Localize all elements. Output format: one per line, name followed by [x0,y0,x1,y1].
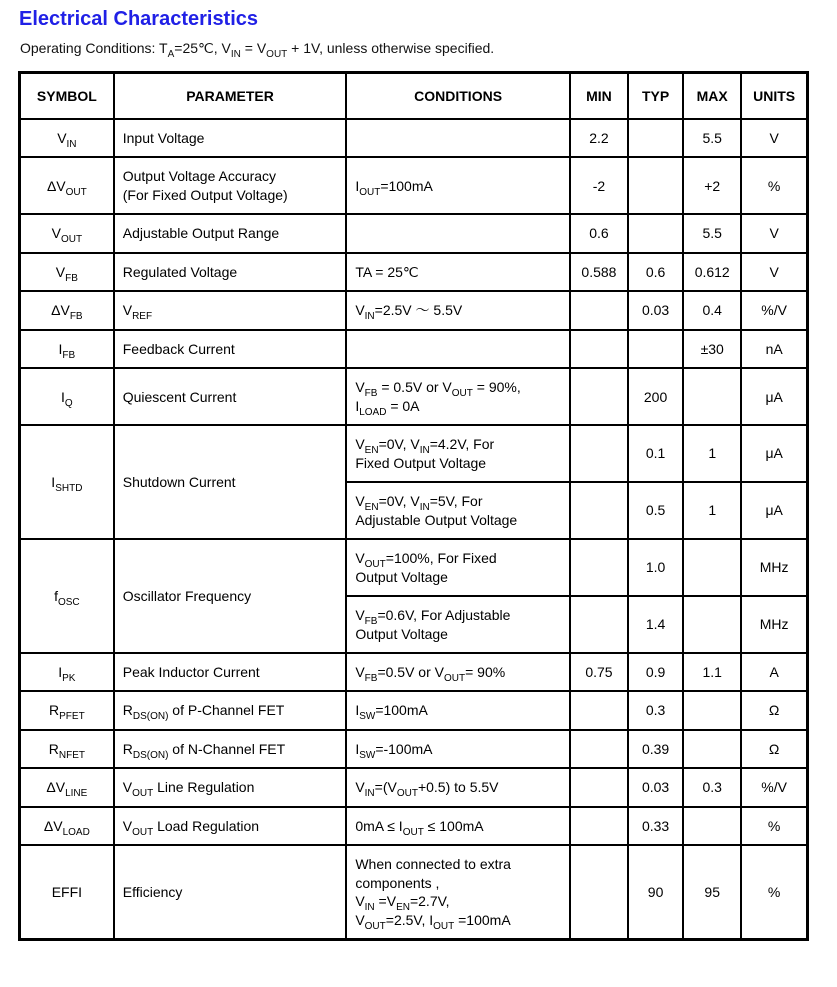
table-row [20,119,808,157]
symbol-cell: $V_{FB}$ [20,253,114,291]
parameter-cell: Efficiency [114,845,347,939]
column-header-units: UNITS [741,73,807,120]
symbol-cell: $\Delta V_{LOAD}$ [20,807,114,845]
min-cell [570,368,628,425]
typ-cell: 0.5 [628,482,683,539]
table-row [20,157,808,214]
parameter-cell: Oscillator Frequency [114,539,347,653]
conditions-cell: $V_{EN}=0V$, $V_{IN}=4.2V$, For Fixed Output Voltage [346,425,570,482]
conditions-cell: $V_{OUT}=100\%$, For Fixed Output Voltage [346,539,570,596]
min-cell [570,482,628,539]
max-cell: ±30 [683,330,741,368]
units-cell: V [741,119,807,157]
table-header-row [20,73,808,120]
typ-cell: 1.0 [628,539,683,596]
typ-cell: 0.1 [628,425,683,482]
conditions-cell: $V_{FB}=0.6V$, For Adjustable Output Voltage [346,596,570,653]
min-cell [570,291,628,329]
units-cell: MHz [741,539,807,596]
typ-cell [628,330,683,368]
symbol-cell: $R_{NFET}$ [20,730,114,768]
min-cell: 0.588 [570,253,628,291]
min-cell [570,730,628,768]
conditions-cell: TA = 25℃ [346,253,570,291]
column-header-min: MIN [570,73,628,120]
typ-cell: 0.03 [628,768,683,806]
conditions-cell: $0mA \le I_{OUT} \le 100mA$ [346,807,570,845]
max-cell: 0.612 [683,253,741,291]
table-row [20,539,808,596]
table-row [20,768,808,806]
typ-cell: 90 [628,845,683,939]
column-header-symbol: SYMBOL [20,73,114,120]
parameter-cell: $V_{OUT}$ Load Regulation [114,807,347,845]
units-cell: μA [741,482,807,539]
max-cell: 1 [683,482,741,539]
max-cell [683,807,741,845]
max-cell: 95 [683,845,741,939]
typ-cell: 0.33 [628,807,683,845]
symbol-cell: $V_{OUT}$ [20,214,114,252]
column-header-max: MAX [683,73,741,120]
table-row [20,425,808,482]
parameter-cell: Feedback Current [114,330,347,368]
max-cell [683,691,741,729]
parameter-cell: Input Voltage [114,119,347,157]
units-cell: % [741,157,807,214]
min-cell [570,425,628,482]
conditions-cell [346,214,570,252]
max-cell [683,368,741,425]
table-row [20,368,808,425]
parameter-cell: Adjustable Output Range [114,214,347,252]
conditions-cell: $I_{OUT}=100mA$ [346,157,570,214]
min-cell: 2.2 [570,119,628,157]
min-cell [570,596,628,653]
page-title: Electrical Characteristics [19,8,259,30]
table-row [20,253,808,291]
parameter-cell: Regulated Voltage [114,253,347,291]
min-cell [570,330,628,368]
min-cell [570,539,628,596]
typ-cell: 0.6 [628,253,683,291]
min-cell [570,768,628,806]
units-cell: V [741,214,807,252]
units-cell: A [741,653,807,691]
conditions-cell: $I_{SW}=-100mA$ [346,730,570,768]
max-cell: 1 [683,425,741,482]
max-cell: 5.5 [683,119,741,157]
table-row [20,845,808,939]
column-header-parameter: PARAMETER [114,73,347,120]
max-cell: +2 [683,157,741,214]
min-cell [570,845,628,939]
min-cell [570,807,628,845]
column-header-conditions: CONDITIONS [346,73,570,120]
units-cell: μA [741,425,807,482]
max-cell: 1.1 [683,653,741,691]
max-cell [683,539,741,596]
conditions-cell: $V_{IN}=(V_{OUT}+0.5)$ to 5.5V [346,768,570,806]
units-cell: Ω [741,730,807,768]
table-row [20,214,808,252]
typ-cell [628,119,683,157]
units-cell: μA [741,368,807,425]
table-row [20,291,808,329]
units-cell: %/V [741,768,807,806]
conditions-cell: $V_{IN}=2.5V$ ～ 5.5V [346,291,570,329]
typ-cell [628,214,683,252]
symbol-cell: $I_Q$ [20,368,114,425]
typ-cell: 200 [628,368,683,425]
conditions-cell [346,330,570,368]
parameter-cell: Shutdown Current [114,425,347,539]
parameter-cell: Peak Inductor Current [114,653,347,691]
units-cell: V [741,253,807,291]
parameter-cell: $V_{REF}$ [114,291,347,329]
table-row [20,730,808,768]
symbol-cell: $\Delta V_{OUT}$ [20,157,114,214]
electrical-characteristics-table [18,71,809,941]
conditions-cell: $V_{FB} = 0.5V$ or $V_{OUT} = 90\%$, $I_{LOAD} = 0A$ [346,368,570,425]
parameter-cell: Output Voltage Accuracy (For Fixed Output Voltage) [114,157,347,214]
typ-cell: 0.03 [628,291,683,329]
conditions-cell: When connected to extra components , $V_{IN} =V_{EN}=2.7V$, $V_{OUT}=2.5V$, $I_{OUT} =100mA$ [346,845,570,939]
symbol-cell: $I_{PK}$ [20,653,114,691]
table-row [20,330,808,368]
max-cell: 5.5 [683,214,741,252]
symbol-cell: $\Delta V_{FB}$ [20,291,114,329]
column-header-typ: TYP [628,73,683,120]
max-cell [683,596,741,653]
symbol-cell: $f_{OSC}$ [20,539,114,653]
symbol-cell: $V_{IN}$ [20,119,114,157]
symbol-cell: $I_{FB}$ [20,330,114,368]
typ-cell: 0.9 [628,653,683,691]
conditions-cell [346,119,570,157]
parameter-cell: Quiescent Current [114,368,347,425]
units-cell: % [741,845,807,939]
conditions-cell: $I_{SW}=100mA$ [346,691,570,729]
conditions-cell: $V_{EN}=0V$, $V_{IN}=5V$, For Adjustable Output Voltage [346,482,570,539]
max-cell [683,730,741,768]
symbol-cell: EFFI [20,845,114,939]
table-row [20,653,808,691]
min-cell: 0.75 [570,653,628,691]
table-body [20,119,808,940]
symbol-cell: $R_{PFET}$ [20,691,114,729]
conditions-cell: $V_{FB}=0.5V$ or $V_{OUT}= 90\%$ [346,653,570,691]
units-cell: %/V [741,291,807,329]
typ-cell [628,157,683,214]
max-cell: 0.4 [683,291,741,329]
table-row [20,807,808,845]
min-cell: 0.6 [570,214,628,252]
symbol-cell: $I_{SHTD}$ [20,425,114,539]
table-header [20,73,808,120]
units-cell: % [741,807,807,845]
operating-conditions: Operating Conditions: $T_A=25℃$, $V_{IN} = V_{OUT} + 1V$, unless otherwise specified. [20,40,495,60]
typ-cell: 0.3 [628,691,683,729]
max-cell: 0.3 [683,768,741,806]
table-row [20,691,808,729]
units-cell: Ω [741,691,807,729]
min-cell: -2 [570,157,628,214]
units-cell: nA [741,330,807,368]
units-cell: MHz [741,596,807,653]
min-cell [570,691,628,729]
parameter-cell: $R_{DS(ON)}$ of P-Channel FET [114,691,347,729]
parameter-cell: $R_{DS(ON)}$ of N-Channel FET [114,730,347,768]
parameter-cell: $V_{OUT}$ Line Regulation [114,768,347,806]
typ-cell: 1.4 [628,596,683,653]
symbol-cell: $\Delta V_{LINE}$ [20,768,114,806]
typ-cell: 0.39 [628,730,683,768]
